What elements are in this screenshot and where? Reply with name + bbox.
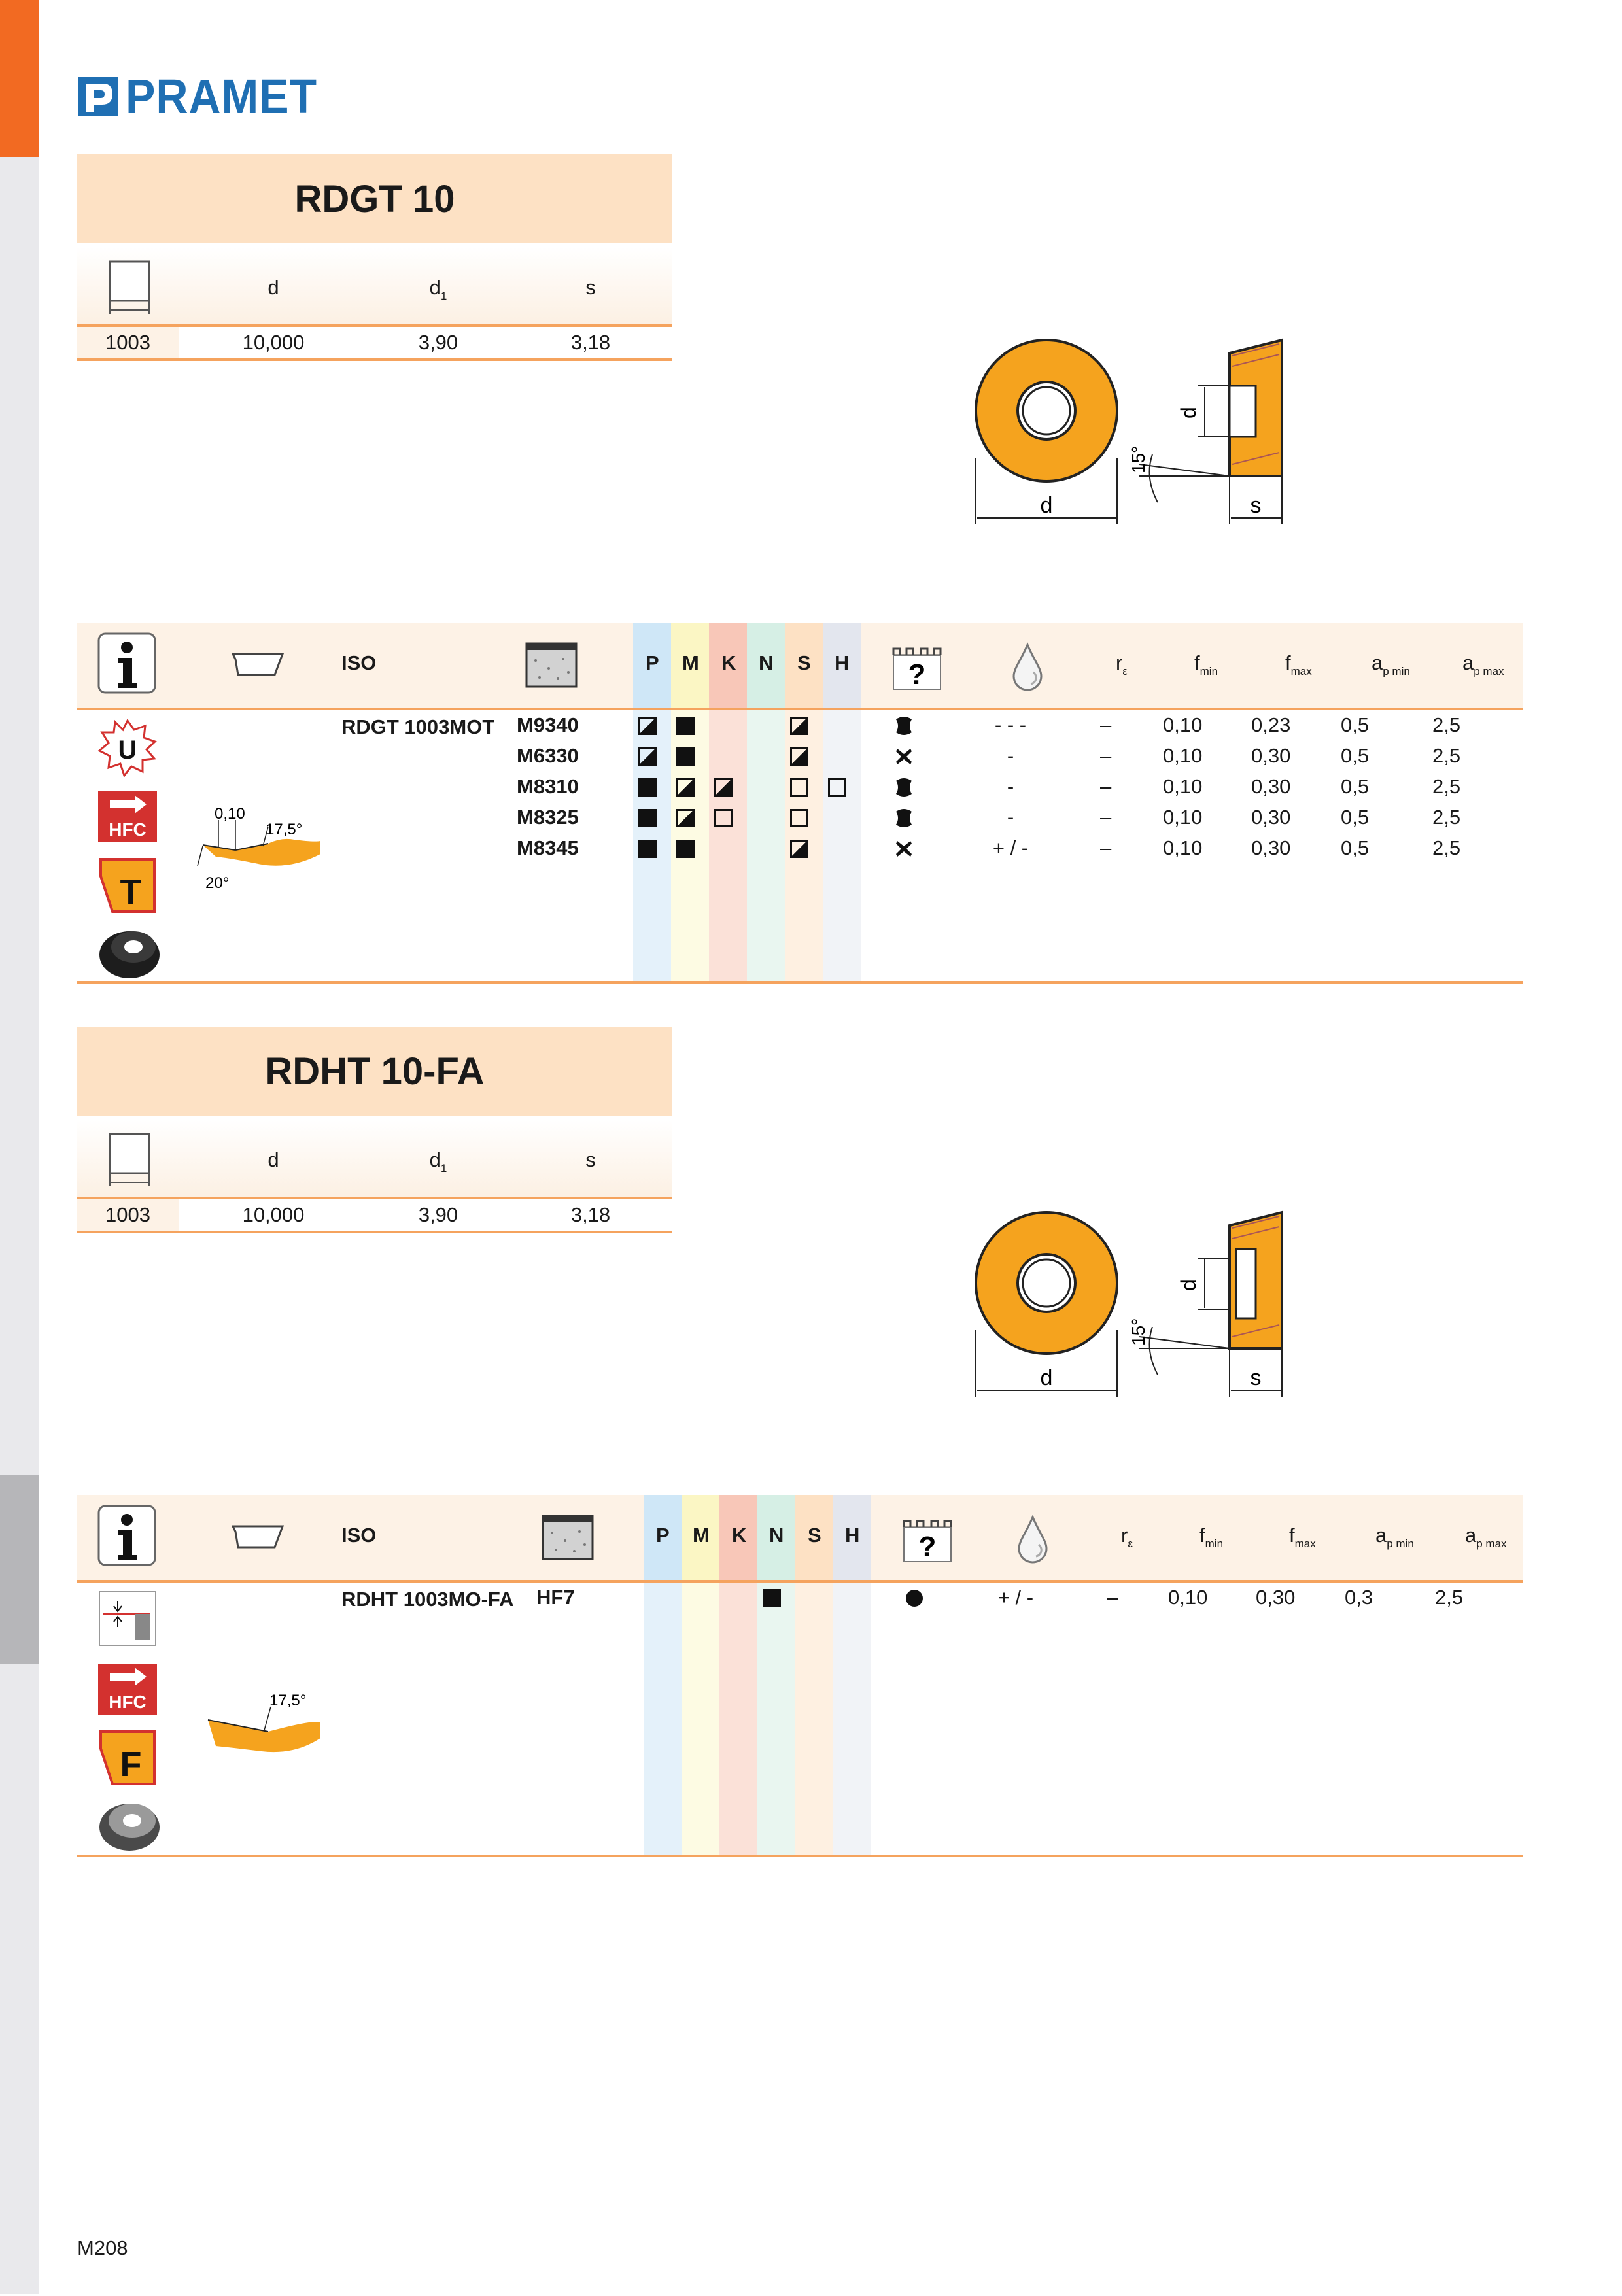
suitability-s-half: [790, 840, 808, 858]
dim-d1-value: 3,90: [418, 331, 458, 354]
fmin-value: 0,10: [1163, 775, 1203, 798]
coolant-value: -: [1007, 806, 1014, 829]
cutting-data-header: [77, 1495, 1523, 1583]
dimension-row: [77, 1199, 672, 1233]
fmax-value: 0,30: [1251, 775, 1291, 798]
depth-of-cut-icon: [98, 1590, 157, 1647]
group-h-header: H: [835, 651, 850, 674]
suitability-m-half: [676, 778, 695, 797]
svg-text:17,5°: 17,5°: [266, 821, 303, 838]
fmin-header: $f_{min}$: [1199, 1524, 1224, 1550]
insert-profile-icon: [232, 1524, 284, 1550]
dim-code: 1003: [105, 331, 150, 354]
section-tab[interactable]: [0, 1287, 39, 1477]
section-tab[interactable]: [0, 722, 39, 912]
re-value: –: [1107, 1586, 1118, 1609]
table-bottom-rule: [77, 1855, 1523, 1857]
apmin-value: 0,5: [1341, 806, 1370, 829]
re-value: –: [1100, 806, 1112, 829]
svg-text:d: d: [1177, 1279, 1200, 1291]
suitability-h-empty: [828, 778, 846, 797]
fmin-value: 0,10: [1168, 1586, 1208, 1609]
coolant-value: + / -: [997, 1586, 1034, 1609]
svg-text:15°: 15°: [1128, 1318, 1148, 1346]
apmin-header: $a_{p min}$: [1372, 651, 1410, 677]
coolant-value: -: [1007, 744, 1014, 767]
apmin-value: 0,3: [1345, 1586, 1373, 1609]
re-value: –: [1100, 713, 1112, 736]
group-k-header: K: [732, 1524, 747, 1547]
suitability-k-half: [714, 778, 733, 797]
suitability-k-empty: [714, 809, 733, 827]
svg-text:d: d: [1177, 407, 1200, 419]
section-tab[interactable]: [0, 157, 39, 347]
apmax-value: 2,5: [1435, 1586, 1464, 1609]
suitability-s-empty: [790, 809, 808, 827]
universal-application-icon: [97, 718, 158, 777]
apmax-header: $a_{p max}$: [1462, 651, 1504, 677]
coolant-drop-icon: [1011, 642, 1044, 692]
group-s-header: S: [808, 1524, 821, 1547]
group-n-header: N: [769, 1524, 784, 1547]
group-s-header: S: [797, 651, 811, 674]
dim-d1-value: 3,90: [418, 1203, 458, 1226]
svg-text:?: ?: [918, 1531, 937, 1563]
apmin-value: 0,5: [1341, 836, 1370, 859]
unstable-cross-icon: [893, 746, 914, 767]
section-tab-current[interactable]: [0, 1475, 39, 1666]
grade-code: M6330: [517, 744, 579, 767]
dim-d-header: d: [267, 1148, 279, 1171]
fmax-value: 0,30: [1251, 836, 1291, 859]
insert-photo-icon: [97, 925, 162, 981]
group-n-header: N: [759, 651, 774, 674]
section-tab[interactable]: [0, 2040, 39, 2296]
suitability-p-half: [638, 747, 657, 766]
stability-icon: [901, 1518, 954, 1564]
insert-technical-drawing: [968, 327, 1308, 543]
table-bottom-rule: [77, 981, 1523, 984]
svg-text:20°: 20°: [205, 874, 230, 892]
info-icon[interactable]: [97, 632, 157, 694]
coolant-value: + / -: [992, 836, 1029, 859]
section-tab[interactable]: [0, 910, 39, 1101]
dim-d1-header: $d_1$: [429, 1148, 447, 1174]
group-k-header: K: [721, 651, 736, 674]
dim-s-value: 3,18: [570, 1203, 611, 1226]
section-tab[interactable]: [0, 1852, 39, 2042]
apmax-header: $a_{p max}$: [1465, 1524, 1507, 1550]
fmin-value: 0,10: [1163, 744, 1203, 767]
svg-text:T: T: [120, 872, 142, 912]
svg-text:F: F: [120, 1745, 142, 1784]
group-m-header: M: [682, 651, 699, 674]
suitability-m-full: [676, 747, 695, 766]
unstable-cross-icon: [893, 838, 914, 859]
re-value: –: [1100, 836, 1112, 859]
re-header: $r_\varepsilon$: [1121, 1524, 1133, 1550]
re-value: –: [1100, 775, 1112, 798]
page-number: M208: [77, 2236, 128, 2259]
suitability-p-full: [638, 840, 657, 858]
dim-s-header: s: [585, 1148, 596, 1171]
material-texture-icon: [542, 1515, 594, 1560]
apmin-value: 0,5: [1341, 713, 1370, 736]
pramet-logo: [77, 69, 334, 124]
suitability-s-empty: [790, 778, 808, 797]
insert-size-icon: [106, 259, 153, 315]
grade-code: M8325: [517, 806, 579, 829]
cutting-edge-geometry: [190, 800, 327, 892]
fmin-value: 0,10: [1163, 713, 1203, 736]
suitability-s-half: [790, 717, 808, 735]
svg-text:17,5°: 17,5°: [269, 1692, 307, 1709]
apmin-value: 0,5: [1341, 744, 1370, 767]
medium-stability-icon: [893, 715, 914, 736]
section-tab[interactable]: [0, 1664, 39, 1854]
grade-code: M9340: [517, 713, 579, 736]
suitability-s-half: [790, 747, 808, 766]
dim-d-value: 10,000: [242, 1203, 305, 1226]
svg-text:d: d: [1040, 1365, 1053, 1390]
pramet-logo-icon: [77, 76, 119, 118]
apmax-value: 2,5: [1432, 713, 1461, 736]
group-h-header: H: [845, 1524, 860, 1547]
fmin-header: $f_{min}$: [1194, 651, 1218, 677]
medium-stability-icon: [893, 777, 914, 798]
section-tab-active[interactable]: [0, 0, 39, 159]
coolant-drop-icon: [1016, 1515, 1049, 1564]
svg-text:15°: 15°: [1128, 445, 1148, 473]
iso-header: ISO: [341, 1524, 377, 1547]
fmax-header: $f_{max}$: [1289, 1524, 1316, 1550]
dim-s-value: 3,18: [570, 331, 611, 354]
cutting-data-header: [77, 623, 1523, 710]
logo-text: PRAMET: [126, 69, 317, 124]
dimension-header: [77, 247, 672, 327]
grade-code: M8345: [517, 836, 579, 859]
dimension-header: [77, 1120, 672, 1199]
insert-size-icon: [106, 1131, 153, 1188]
svg-text:s: s: [1250, 1365, 1262, 1390]
dim-d1-header: $d_1$: [429, 276, 447, 302]
apmax-value: 2,5: [1432, 836, 1461, 859]
group-m-header: M: [693, 1524, 710, 1547]
suitability-p-full: [638, 778, 657, 797]
apmax-value: 2,5: [1432, 744, 1461, 767]
product-title: RDHT 10-FA: [77, 1027, 672, 1116]
coolant-value: - - -: [994, 713, 1027, 736]
coolant-value: -: [1007, 775, 1014, 798]
side-strip: [0, 0, 39, 2294]
fmin-value: 0,10: [1163, 806, 1203, 829]
suitability-p-half: [638, 717, 657, 735]
insert-photo-icon: [97, 1797, 162, 1853]
svg-text:HFC: HFC: [109, 1692, 147, 1712]
fmax-header: $f_{max}$: [1285, 651, 1312, 677]
dim-s-header: s: [585, 276, 596, 299]
apmin-value: 0,5: [1341, 775, 1370, 798]
material-texture-icon: [525, 642, 578, 688]
product-title: RDGT 10: [77, 154, 672, 243]
fmax-value: 0,30: [1251, 806, 1291, 829]
dimension-row: [77, 327, 672, 361]
cutting-edge-geometry: [196, 1683, 327, 1762]
grade-code: HF7: [536, 1586, 575, 1609]
section-tab[interactable]: [0, 1099, 39, 1289]
iso-designation: RDGT 1003MOT: [341, 715, 495, 738]
svg-text:0,10: 0,10: [215, 805, 245, 823]
apmax-value: 2,5: [1432, 775, 1461, 798]
apmax-value: 2,5: [1432, 806, 1461, 829]
section-tab[interactable]: [0, 534, 39, 724]
insert-technical-drawing: [968, 1199, 1308, 1415]
svg-text:U: U: [118, 736, 137, 764]
re-value: –: [1100, 744, 1112, 767]
svg-text:HFC: HFC: [109, 819, 147, 840]
dim-code: 1003: [105, 1203, 150, 1226]
grade-code: M8310: [517, 775, 579, 798]
suitability-m-full: [676, 840, 695, 858]
suitability-m-full: [676, 717, 695, 735]
fmin-value: 0,10: [1163, 836, 1203, 859]
iso-header: ISO: [341, 651, 377, 674]
re-header: $r_\varepsilon$: [1116, 651, 1128, 677]
group-p-header: P: [656, 1524, 670, 1547]
suitability-p-full: [638, 809, 657, 827]
iso-designation: RDHT 1003MO-FA: [341, 1588, 514, 1611]
svg-text:?: ?: [908, 659, 926, 691]
suitability-n-full: [763, 1589, 781, 1607]
fmax-value: 0,23: [1251, 713, 1291, 736]
group-p-header: P: [646, 651, 659, 674]
dim-d-header: d: [267, 276, 279, 299]
insert-profile-icon: [232, 651, 284, 677]
hfc-icon: [97, 790, 158, 844]
stable-dot-icon: [904, 1588, 925, 1609]
svg-text:s: s: [1250, 493, 1262, 518]
dim-d-value: 10,000: [242, 331, 305, 354]
fmax-value: 0,30: [1256, 1586, 1296, 1609]
turning-icon: [98, 857, 157, 914]
hfc-icon: [97, 1662, 158, 1716]
apmin-header: $a_{p min}$: [1375, 1524, 1414, 1550]
finishing-icon: [98, 1729, 157, 1787]
suitability-m-half: [676, 809, 695, 827]
svg-text:d: d: [1040, 493, 1053, 518]
medium-stability-icon: [893, 808, 914, 829]
stability-icon: [891, 646, 943, 692]
fmax-value: 0,30: [1251, 744, 1291, 767]
section-tab[interactable]: [0, 345, 39, 536]
info-icon[interactable]: [97, 1504, 157, 1567]
